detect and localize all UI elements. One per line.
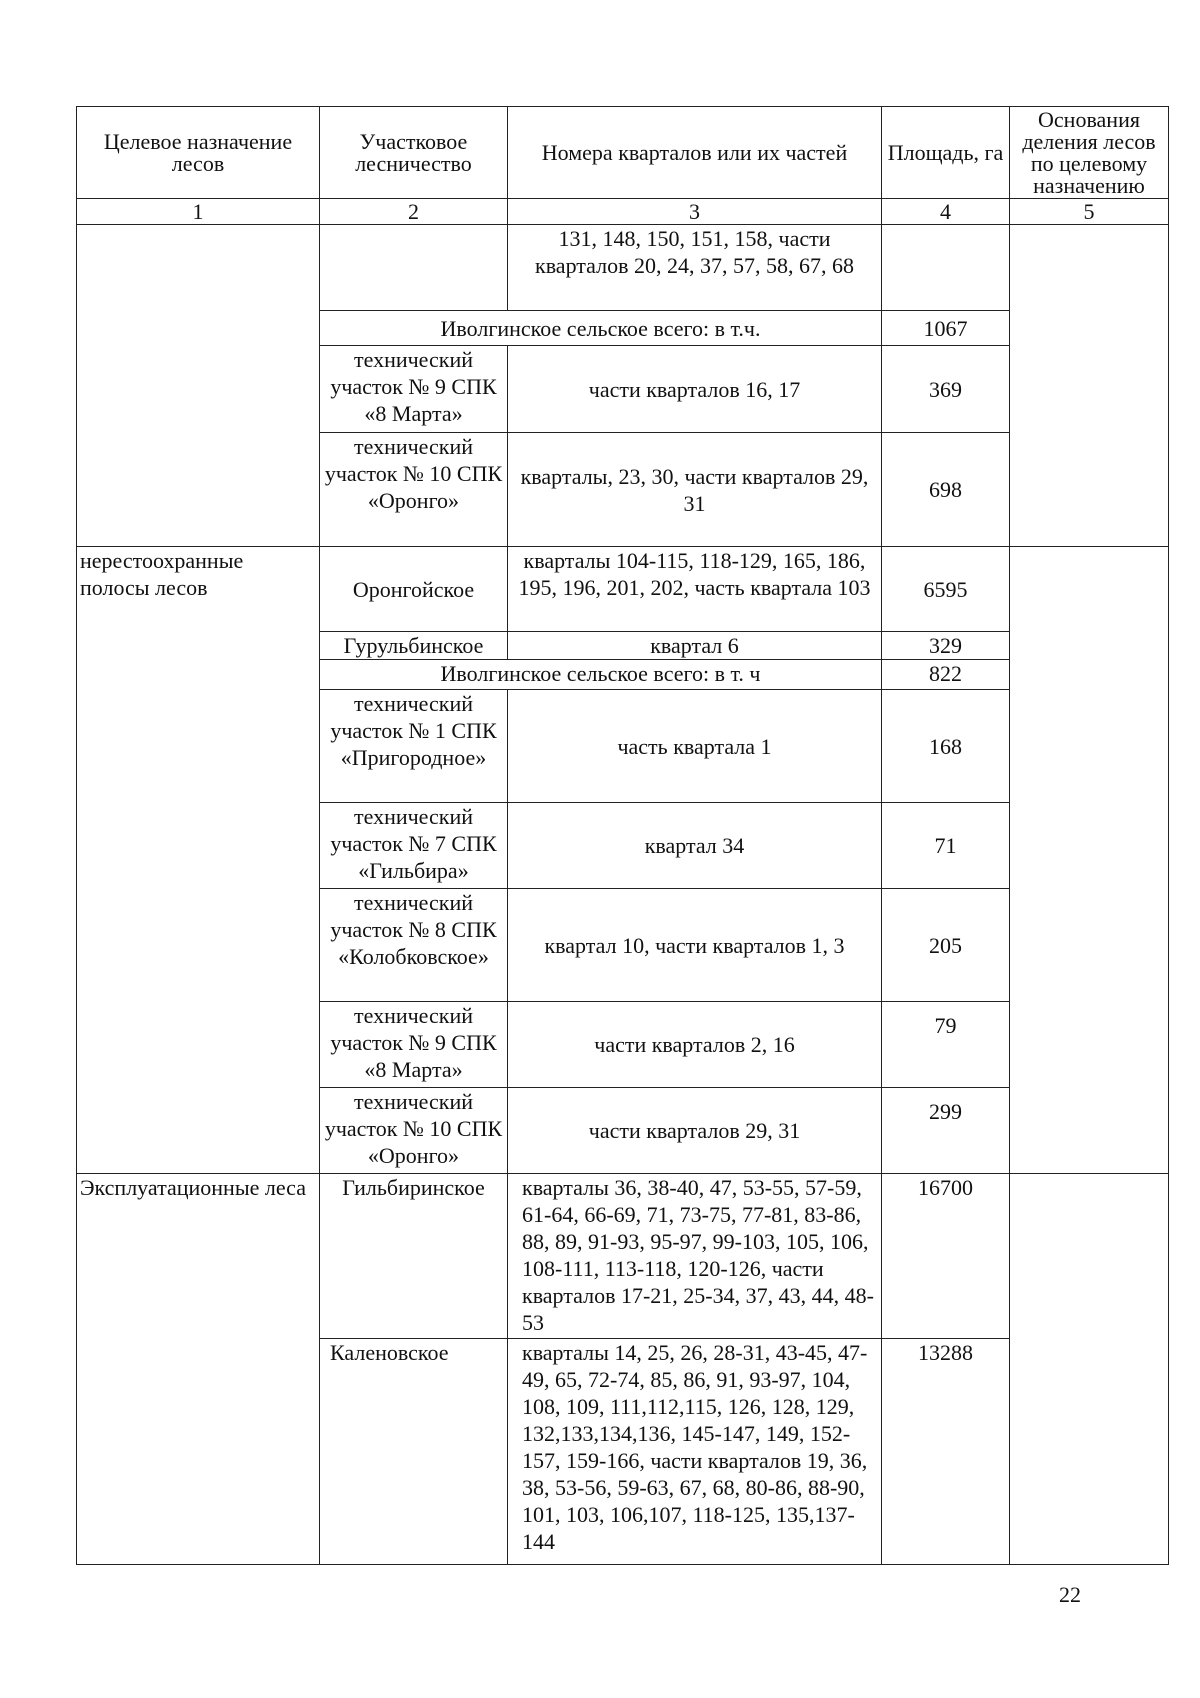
header-area: Площадь, га [882,107,1010,199]
quarters-cell: кварталы 14, 25, 26, 28-31, 43-45, 47-49, 65, 72-74, 85, 86, 91, 93-97, 104, 108, 109, 111,112,115, 126, 128, 129, 132,133,134,136, 145-147, 149, 152-157, 159-166, части кварталов 19, 36, 38, 53-56, 59-63, 67, 68, 80-86, 88-90, 101, 103, 106,107, 118-125, 135,137-144 [508,1339,882,1565]
subtotal-label: Иволгинское сельское всего: в т. ч [320,660,882,690]
area-cell: 329 [882,632,1010,660]
table-row [77,1174,1169,1339]
page-number: 22 [1059,1582,1081,1607]
area-cell: 369 [882,346,1010,433]
forest-division-table [76,106,1169,1565]
area-cell: 6595 [882,547,1010,632]
area-cell: 822 [882,660,1010,690]
header-quarters: Номера кварталов или их частей [508,107,882,199]
quarters-cell: квартал 34 [508,803,882,889]
district-cell: Гурульбинское [320,632,508,660]
purpose-cell: Эксплуатационные леса [77,1174,320,1565]
column-number: 2 [320,199,508,225]
area-cell: 16700 [882,1174,1010,1339]
basis-cell [1010,225,1169,547]
column-number: 5 [1010,199,1169,225]
quarters-cell: 131, 148, 150, 151, 158, части кварталов 20, 24, 37, 57, 58, 67, 68 [508,225,882,311]
area-cell: 698 [882,433,1010,547]
district-cell: технический участок № 9 СПК «8 Марта» [320,1002,508,1088]
district-cell: Оронгойское [320,547,508,632]
district-cell: технический участок № 10 СПК «Оронго» [320,1088,508,1174]
column-number: 1 [77,199,320,225]
area-cell [882,225,1010,311]
area-cell: 71 [882,803,1010,889]
area-cell: 13288 [882,1339,1010,1565]
column-number: 3 [508,199,882,225]
purpose-cell [77,225,320,547]
subtotal-label: Иволгинское сельское всего: в т.ч. [320,311,882,346]
header-district: Участковое лесничество [320,107,508,199]
header-purpose: Целевое назначение лесов [77,107,320,199]
district-cell: Каленовское [320,1339,508,1565]
area-cell: 299 [882,1088,1010,1174]
area-cell: 168 [882,690,1010,803]
district-cell: технический участок № 7 СПК «Гильбира» [320,803,508,889]
header-basis: Основания деления лесов по целевому назначению [1010,107,1169,199]
quarters-cell: кварталы 36, 38-40, 47, 53-55, 57-59, 61-64, 66-69, 71, 73-75, 77-81, 83-86, 88, 89, 91-93, 95-97, 99-103, 105, 106, 108-111, 113-118, 120-126, части кварталов 17-21, 25-34, 37, 43, 44, 48-53 [508,1174,882,1339]
basis-cell [1010,1174,1169,1565]
column-number-row [77,199,1169,225]
area-cell: 79 [882,1002,1010,1088]
district-cell: технический участок № 1 СПК «Пригородное» [320,690,508,803]
district-cell: Гильбиринское [320,1174,508,1339]
quarters-cell: части кварталов 16, 17 [508,346,882,433]
quarters-cell: кварталы 104-115, 118-129, 165, 186, 195, 196, 201, 202, часть квартала 103 [508,547,882,632]
quarters-cell: часть квартала 1 [508,690,882,803]
quarters-cell: части кварталов 2, 16 [508,1002,882,1088]
table-row [77,225,1169,311]
basis-cell [1010,547,1169,1174]
district-cell: технический участок № 10 СПК «Оронго» [320,433,508,547]
quarters-cell: части кварталов 29, 31 [508,1088,882,1174]
table-header-row [77,107,1169,199]
quarters-cell: квартал 10, части кварталов 1, 3 [508,889,882,1002]
district-cell: технический участок № 9 СПК «8 Марта» [320,346,508,433]
district-cell [320,225,508,311]
table-row [77,547,1169,632]
purpose-cell: нерестоохранные полосы лесов [77,547,320,1174]
area-cell: 1067 [882,311,1010,346]
column-number: 4 [882,199,1010,225]
quarters-cell: кварталы, 23, 30, части кварталов 29, 31 [508,433,882,547]
area-cell: 205 [882,889,1010,1002]
district-cell: технический участок № 8 СПК «Колобковское» [320,889,508,1002]
quarters-cell: квартал 6 [508,632,882,660]
